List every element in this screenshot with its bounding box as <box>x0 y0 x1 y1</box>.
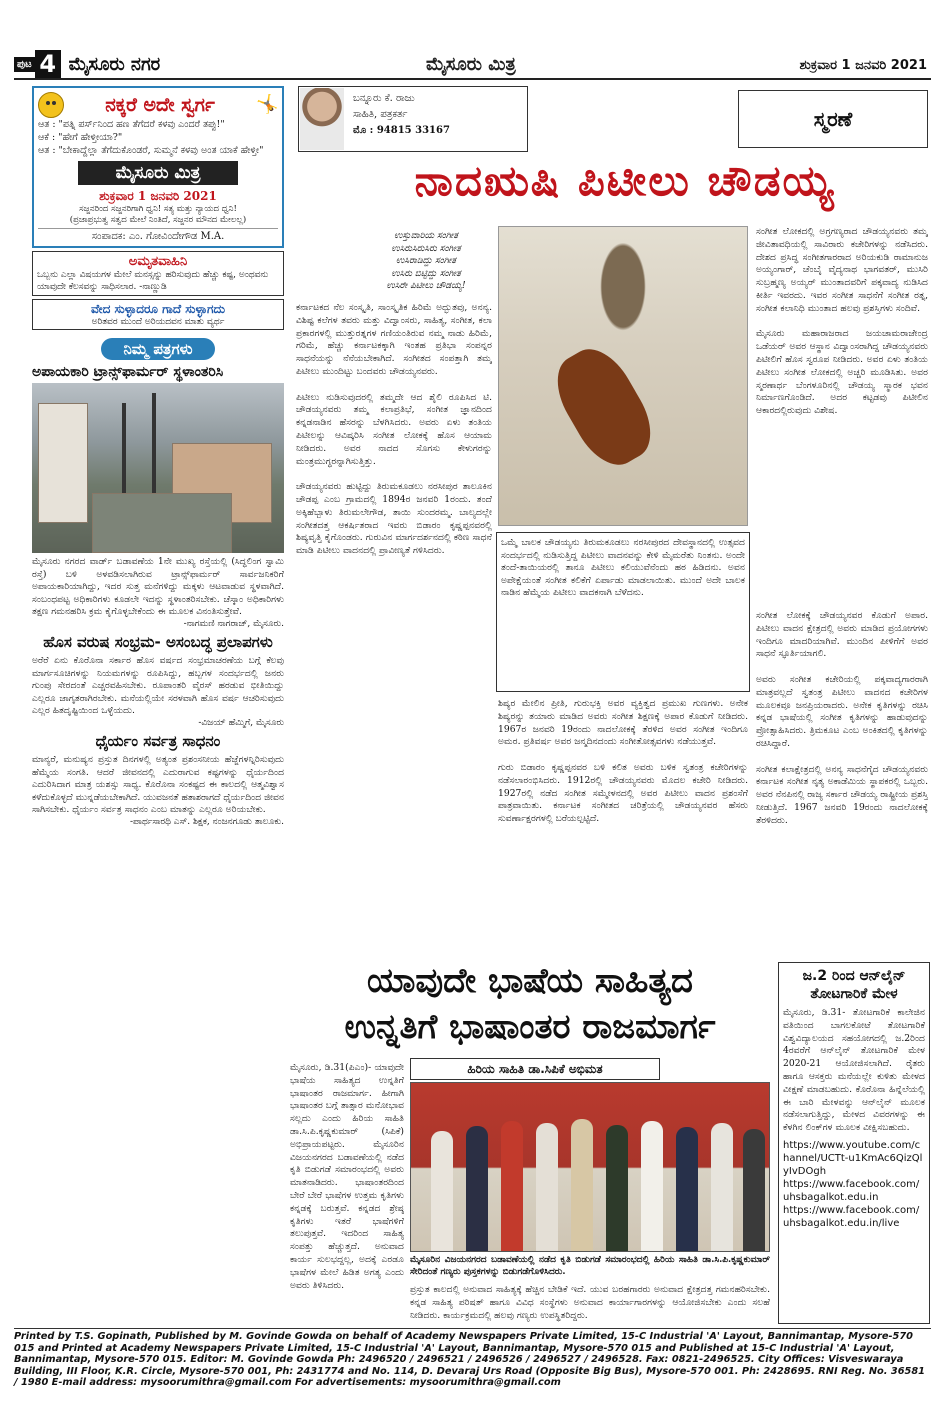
facebook-link[interactable]: https://www.facebook.com/uhsbagalkot.edu.in <box>783 1178 920 1203</box>
feature-column: ಸಂಗೀತ ಲೋಕದಲ್ಲಿ ಅಗ್ರಗಣ್ಯರಾದ ಚೌಡಯ್ಯನವರು ತಮ್ಮ ಜೀವಿತಾವಧಿಯಲ್ಲಿ ಸಾವಿರಾರು ಕಚೇರಿಗಳನ್ನು ನಡೆಸಿದರು. ದೇಶದ ಪ್ರಸಿದ್ಧ ಸಂಗೀತಗಾರರಾದ ಅರಿಯಕುಡಿ ರಾಮಾನುಜ ಅಯ್ಯಂಗಾರ್, ಚೆಂಬೈ ವೈದ್ಯನಾಥ ಭಾಗವತರ್, ಮುಸಿರಿ ಸುಬ್ರಹ್ಮಣ್ಯ ಅಯ್ಯರ್ ಮುಂತಾದವರಿಗೆ ಪಕ್ಕವಾದ್ಯ ನುಡಿಸಿದ ಕೀರ್ತಿ ಇವರದು. ಇವರ ಸಂಗೀತ ಸಾಧನೆಗೆ ಸಂಗೀತ ರತ್ನ, ಸಂಗೀತ ಕಲಾನಿಧಿ ಮುಂತಾದ ಹಲವು ಪ್ರಶಸ್ತಿಗಳು ಸಂದಿವೆ. ಮೈಸೂರು ಮಹಾರಾಜರಾದ ಜಯಚಾಮರಾಜೇಂದ್ರ ಒಡೆಯರ್ ಅವರ ಆಸ್ಥಾನ ವಿದ್ವಾಂಸರಾಗಿದ್ದ ಚೌಡಯ್ಯನವರು ಪಿಟೀಲಿಗೆ ಹೊಸ ಸ್ವರೂಪ ನೀಡಿದರು. ಅವರ ಏಳು ತಂತಿಯ ಪಿಟೀಲು ಸಂಗೀತ ಲೋಕದಲ್ಲಿ ಅಚ್ಚರಿ ಮೂಡಿಸಿತು. ಅವರ ಸ್ಮರಣಾರ್ಥ ಬೆಂಗಳೂರಿನಲ್ಲಿ ಚೌಡಯ್ಯ ಸ್ಮಾರಕ ಭವನ ನಿರ್ಮಾಣಗೊಂಡಿದೆ. ಅದರ ಕಟ್ಟಡವು ಪಿಟೀಲಿನ ಆಕಾರದಲ್ಲಿರುವುದು ವಿಶೇಷ. <box>756 226 928 417</box>
event-photo <box>410 1082 770 1252</box>
author-photo <box>300 88 344 150</box>
online-fair-title: ಜ.2 ರಿಂದ ಆನ್‌ಲೈನ್ ತೋಟಗಾರಿಕೆ ಮೇಳ <box>802 968 906 1002</box>
paper-logo: ಮೈಸೂರು ಮಿತ್ರ <box>78 161 238 185</box>
feature-column: ಶಿಷ್ಯರ ಮೇಲಿನ ಪ್ರೀತಿ, ಗುರುಭಕ್ತಿ ಅವರ ವ್ಯಕ್ತಿತ್ವದ ಪ್ರಮುಖ ಗುಣಗಳು. ಅನೇಕ ಶಿಷ್ಯರನ್ನು ತಯಾರು ಮಾಡಿದ ಅವರು ಸಂಗೀತ ಶಿಕ್ಷಣಕ್ಕೆ ಅಪಾರ ಕೊಡುಗೆ ನೀಡಿದರು. 1967ರ ಜನವರಿ 19ರಂದು ನಾದಲೋಕಕ್ಕೆ ತೆರಳಿದ ಅವರ ಸಂಗೀತ ಇಂದಿಗೂ ಅಮರ. ಪ್ರತಿವರ್ಷ ಅವರ ಜನ್ಮದಿನದಂದು ಸಂಗೀತೋತ್ಸವಗಳು ನಡೆಯುತ್ತವೆ. ಗುರು ಬಿಡಾರಂ ಕೃಷ್ಣಪ್ಪನವರ ಬಳಿ ಕಲಿತ ಅವರು ಬಳಿಕ ಸ್ವತಂತ್ರ ಕಚೇರಿಗಳನ್ನು ನಡೆಸಲಾರಂಭಿಸಿದರು. 1912ರಲ್ಲಿ ಚೌಡಯ್ಯನವರು ಮೊದಲ ಕಚೇರಿ ನೀಡಿದರು. 1927ರಲ್ಲಿ ನಡೆದ ಸಂಗೀತ ಸಮ್ಮೇಳನದಲ್ಲಿ ಅವರ ಪಿಟೀಲು ವಾದನ ಪ್ರಶಂಸೆಗೆ ಪಾತ್ರವಾಯಿತು. ಕರ್ನಾಟಕ ಸಂಗೀತದ ಚರಿತ್ರೆಯಲ್ಲಿ ಚೌಡಯ್ಯನವರ ಹೆಸರು ಸುವರ್ಣಾಕ್ಷರಗಳಲ್ಲಿ ಬರೆಯಲ್ಪಟ್ಟಿದೆ. <box>498 698 748 825</box>
editor-line: ಸಂಪಾದಕ: ಎಂ. ಗೋವಿಂದೇಗೌಡ M.A. <box>38 228 278 242</box>
letter-body: ಅರೆರೆ ಏನು ಕೊರೊನಾ ಸರ್ಕಾರ ಹೊಸ ವರ್ಷದ ಸಂಭ್ರಮಾಚರಣೆಯ ಬಗ್ಗೆ ಕೆಲವು ಮಾರ್ಗಸೂಚಿಗಳನ್ನು ನಿಯಮಗಳನ್ನು ರೂಪಿಸಿದ್ದು, ಹಬ್ಬಗಳ ಸಂದರ್ಭದಲ್ಲಿ ಜನರು ಗುಂಪು ಸೇರದಂತೆ ಎಚ್ಚರವಹಿಸಬೇಕು. ರೂಪಾಂತರಿ ವೈರಸ್ ಹರಡುವ ಭೀತಿಯಿದ್ದು ಎಲ್ಲರೂ ಜಾಗೃತರಾಗಿರಬೇಕು. ಮನೆಯಲ್ಲಿಯೇ ಸರಳವಾಗಿ ಹೊಸ ವರ್ಷ ಆಚರಿಸುವುದು ಎಲ್ಲರ ಹಿತದೃಷ್ಟಿಯಿಂದ ಒಳ್ಳೆಯದು. <box>32 654 284 717</box>
joke-line: ಆಕೆ : "ಹೇಗೆ ಹೇಳ್ತೀಯಾ?" <box>38 132 123 143</box>
smarane-tag <box>738 90 928 148</box>
translation-body: ಮೈಸೂರು, ಡಿ.31(ಪಿಎಂ)- ಯಾವುದೇ ಭಾಷೆಯ ಸಾಹಿತ್ಯದ ಉನ್ನತಿಗೆ ಭಾಷಾಂತರ ರಾಜಮಾರ್ಗ. ಹೀಗಾಗಿ ಭಾಷಾಂತರ ಬಗ್ಗೆ ತಾತ್ಸಾರ ಮನೋಭಾವ ಸಲ್ಲದು ಎಂದು ಹಿರಿಯ ಸಾಹಿತಿ ಡಾ.ಸಿ.ಪಿ.ಕೃಷ್ಣಕುಮಾರ್ (ಸಿಪಿಕೆ) ಅಭಿಪ್ರಾಯಪಟ್ಟರು. ಮೈಸೂರಿನ ವಿಜಯನಗರದ ಬಡಾವಣೆಯಲ್ಲಿ ನಡೆದ ಕೃತಿ ಬಿಡುಗಡೆ ಸಮಾರಂಭದಲ್ಲಿ ಅವರು ಮಾತನಾಡಿದರು. ಭಾಷಾಂತರದಿಂದ ಬೇರೆ ಬೇರೆ ಭಾಷೆಗಳ ಉತ್ತಮ ಕೃತಿಗಳು ಕನ್ನಡಕ್ಕೆ ಬರುತ್ತವೆ. ಕನ್ನಡದ ಶ್ರೇಷ್ಠ ಕೃತಿಗಳು ಇತರೆ ಭಾಷೆಗಳಿಗೆ ತಲುಪುತ್ತವೆ. ಇದರಿಂದ ಸಾಹಿತ್ಯ ಸಂಪತ್ತು ಹೆಚ್ಚುತ್ತದೆ. ಅನುವಾದ ಕಾರ್ಯ ಸುಲಭದ್ದಲ್ಲ, ಅದಕ್ಕೆ ಎರಡೂ ಭಾಷೆಗಳ ಮೇಲೆ ಹಿಡಿತ ಅಗತ್ಯ ಎಂದು ಅವರು ತಿಳಿಸಿದರು. <box>290 1062 404 1291</box>
amrutavahini-text: ಒಬ್ಬನು ಎಲ್ಲಾ ವಿಷಯಗಳ ಮೇಲೆ ಮನಸ್ಸನ್ನು ಹರಿಸುವುದು ಹೆಚ್ಚು ಕಷ್ಟ, ಅಂಥವನು ಯಾವುದೇ ಕೆಲಸವನ್ನು ಸಾಧಿಸಲಾರ. -ನಾಣ್ಣುಡಿ <box>37 270 269 292</box>
translation-body: ಪ್ರಸ್ತುತ ಕಾಲದಲ್ಲಿ ಅನುವಾದ ಸಾಹಿತ್ಯಕ್ಕೆ ಹೆಚ್ಚಿನ ಬೇಡಿಕೆ ಇದೆ. ಯುವ ಬರಹಗಾರರು ಅನುವಾದ ಕ್ಷೇತ್ರದತ್ತ ಗಮನಹರಿಸಬೇಕು. ಕನ್ನಡ ಸಾಹಿತ್ಯ ಪರಿಷತ್ ಹಾಗೂ ವಿವಿಧ ಸಂಸ್ಥೆಗಳು ಅನುವಾದ ಕಾರ್ಯಾಗಾರಗಳನ್ನು ಆಯೋಜಿಸಬೇಕು ಎಂದು ಸಲಹೆ ನೀಡಿದರು. ಕಾರ್ಯಕ್ರಮದಲ್ಲಿ ಹಲವು ಗಣ್ಯರು ಉಪಸ್ಥಿತರಿದ್ದರು. <box>410 1284 770 1321</box>
feature-article <box>290 86 930 956</box>
feature-column: ಸಂಗೀತ ಲೋಕಕ್ಕೆ ಚೌಡಯ್ಯನವರ ಕೊಡುಗೆ ಅಪಾರ. ಪಿಟೀಲು ವಾದನ ಕ್ಷೇತ್ರದಲ್ಲಿ ಅವರು ಮಾಡಿದ ಪ್ರಯೋಗಗಳು ಇಂದಿಗೂ ಮಾದರಿಯಾಗಿವೆ. ಮುಂದಿನ ಪೀಳಿಗೆಗೆ ಅವರ ಸಾಧನೆ ಸ್ಫೂರ್ತಿಯಾಗಲಿ. ಅವರು ಸಂಗೀತ ಕಚೇರಿಯಲ್ಲಿ ಪಕ್ಕವಾದ್ಯಗಾರರಾಗಿ ಮಾತ್ರವಲ್ಲದೆ ಸ್ವತಂತ್ರ ಪಿಟೀಲು ವಾದನದ ಕಚೇರಿಗಳ ಮೂಲಕವೂ ಜನಪ್ರಿಯರಾದರು. ಅನೇಕ ಕೃತಿಗಳನ್ನು ರಚಿಸಿ ಕನ್ನಡ ಭಾಷೆಯಲ್ಲಿ ಸಂಗೀತ ಕೃತಿಗಳನ್ನು ಹಾಡುವುದನ್ನು ಪ್ರೋತ್ಸಾಹಿಸಿದರು. ತ್ರಿಮಕೂಟ ಎಂಬ ಅಂಕಿತದಲ್ಲಿ ಕೃತಿಗಳನ್ನು ರಚಿಸಿದ್ದಾರೆ. ಸಂಗೀತ ಕಲಾಕ್ಷೇತ್ರದಲ್ಲಿ ಅನನ್ಯ ಸಾಧನೆಗೈದ ಚೌಡಯ್ಯನವರು ಕರ್ನಾಟಕ ಸಂಗೀತ ನೃತ್ಯ ಅಕಾಡೆಮಿಯ ಸ್ಥಾಪಕರಲ್ಲಿ ಒಬ್ಬರು. ಅವರ ನೆನಪಿನಲ್ಲಿ ರಾಜ್ಯ ಸರ್ಕಾರ ಚೌಡಯ್ಯ ರಾಷ್ಟ್ರೀಯ ಪ್ರಶಸ್ತಿ ನೀಡುತ್ತಿದೆ. 1967 ಜನವರಿ 19ರಂದು ನಾದಲೋಕಕ್ಕೆ ತೆರಳಿದರು. <box>756 610 928 826</box>
translation-title <box>290 958 770 1050</box>
feature-title: ನಾದಋಷಿ ಪಿಟೀಲು ಚೌಡಯ್ಯ <box>414 156 836 205</box>
event-photo-caption: ಮೈಸೂರಿನ ವಿಜಯನಗರದ ಬಡಾವಣೆಯಲ್ಲಿ ನಡೆದ ಕೃತಿ ಬಿಡುಗಡೆ ಸಮಾರಂಭದಲ್ಲಿ ಹಿರಿಯ ಸಾಹಿತಿ ಡಾ.ಸಿ.ಪಿ.ಕೃಷ್ಣಕುಮಾರ್ ಸೇರಿದಂತೆ ಗಣ್ಯರು ಪುಸ್ತಕಗಳನ್ನು ಬಿಡುಗಡೆಗೊಳಿಸಿದರು. <box>410 1255 770 1277</box>
online-fair-box <box>778 962 930 1324</box>
transformer-photo <box>32 383 284 553</box>
letter-body: ಮೈಸೂರು ನಗರದ ವಾರ್ಡ್ ಬಡಾವಣೆಯ 1ನೇ ಮುಖ್ಯ ರಸ್ತೆಯಲ್ಲಿ (ಸಿದ್ಧಲಿಂಗ ಸ್ವಾಮಿ ರಸ್ತೆ) ಬಳಿ ಅಳವಡಿಸಲಾಗಿರುವ ಟ್ರಾನ್ಸ್‌ಫಾರ್ಮರ್ ಸಾರ್ವಜನಿಕರಿಗೆ ಅಪಾಯಕಾರಿಯಾಗಿದ್ದು, ಇದರ ಸುತ್ತ ಮನೆಗಳಿದ್ದು ಮಕ್ಕಳು ಆಟವಾಡುವ ಸ್ಥಳವಾಗಿದೆ. ಸಂಬಂಧಪಟ್ಟ ಅಧಿಕಾರಿಗಳು ಕೂಡಲೇ ಇದನ್ನು ಸ್ಥಳಾಂತರಿಸಬೇಕು. ಚೆಸ್ಕಾಂ ಅಧಿಕಾರಿಗಳು ತಕ್ಷಣ ಗಮನಹರಿಸಿ ಕ್ರಮ ಕೈಗೊಳ್ಳಬೇಕೆಂದು ಈ ಮೂಲಕ ವಿನಂತಿಸುತ್ತೇವೆ. <box>32 556 284 618</box>
section-name: ಮೈಸೂರು ನಗರ <box>68 53 161 75</box>
letter-headline: ಧೈರ್ಯಂ ಸರ್ವತ್ರ ಸಾಧನಂ <box>95 731 221 750</box>
poem-line: ಉಸ್ತುವಾರಿಯ ಸಂಗೀತ <box>394 231 458 241</box>
poem-line: ಉಸಿರು ಬಿಟ್ಟಿದ್ದು ಸಂಗೀತ <box>391 268 461 279</box>
translation-article <box>290 958 770 1324</box>
page-number: 4 <box>35 50 61 78</box>
tagline-note: (ಪ್ರಜಾಪ್ರಭುತ್ವ ಸತ್ವದ ಮೇಲೆ ನಿಂತಿದೆ, ಸಜ್ಜನರ ಮೌನದ ಮೇಲಲ್ಲ) <box>69 215 247 225</box>
letters-banner-wrap <box>32 338 284 360</box>
letter-body: ಮಾನ್ಯರೆ, ಮನುಷ್ಯನ ಪ್ರಸ್ತುತ ದಿನಗಳಲ್ಲಿ ಅತ್ಯಂತ ಪ್ರಶಂಸನೀಯ ಹೆಜ್ಜೆಗಳನ್ನಿರಿಸುವುದು ಹೆಮ್ಮೆಯ ಸಂಗತಿ. ಆದರೆ ಜೀವನದಲ್ಲಿ ಎದುರಾಗುವ ಕಷ್ಟಗಳನ್ನು ಧೈರ್ಯದಿಂದ ಎದುರಿಸಿದಾಗ ಮಾತ್ರ ಯಶಸ್ಸು ಸಾಧ್ಯ. ಕೊರೊನಾ ಸಂಕಷ್ಟದ ಈ ಕಾಲದಲ್ಲಿ ಆತ್ಮವಿಶ್ವಾಸ ಕಳೆದುಕೊಳ್ಳದೆ ಮುನ್ನಡೆಯಬೇಕಾಗಿದೆ. ಯುವಜನತೆ ಹತಾಶರಾಗದೆ ಧೈರ್ಯದಿಂದ ಜೀವನ ಸಾಗಿಸಬೇಕು. ಧೈರ್ಯಂ ಸರ್ವತ್ರ ಸಾಧನಂ ಎಂಬ ಮಾತನ್ನು ಎಲ್ಲರೂ ಅರಿಯಬೇಕು. <box>32 753 284 816</box>
proverb-title: ವೇದ ಸುಳ್ಳಾದರೂ ಗಾದೆ ಸುಳ್ಳಾಗದು <box>90 302 226 316</box>
violin-icon <box>544 338 665 477</box>
letter-signature: -ನಾಗಮಣಿ ನಾಗರಾಜ್, ಮೈಸೂರು. <box>183 618 284 629</box>
nakkare-title: ನಕ್ಕರೆ ಅದೇ ಸ್ವರ್ಗ <box>105 94 215 116</box>
author-name: ಬನ್ನೂರು ಕೆ. ರಾಜು <box>353 93 415 104</box>
issue-date: ಶುಕ್ರವಾರ 1 ಜನವರಿ 2021 <box>799 58 927 73</box>
letter-headline: ಅಪಾಯಕಾರಿ ಟ್ರಾನ್ಸ್‌ಫಾರ್ಮರ್ ಸ್ಥಳಾಂತರಿಸಿ <box>32 364 224 380</box>
title-line: ಉನ್ನತಿಗೆ ಭಾಷಾಂತರ ರಾಜಮಾರ್ಗ <box>344 1007 716 1047</box>
paper-name: ಮೈಸೂರು ಮಿತ್ರ <box>426 54 516 75</box>
joke-line: ಆತ : "ಪತ್ನಿ ಪರ್ಸ್‌ನಿಂದ ಹಣ ತೆಗೆದರೆ ಕಳವು ಎಂದರೆ ತಪ್ಪು!" <box>38 119 225 130</box>
proverb-text: ಅರಿತವರ ಮುಂದೆ ಅರಿಯದವನ ಮಾತು ವ್ಯರ್ಥ <box>91 317 225 327</box>
author-info <box>345 87 458 151</box>
facebook-live-link[interactable]: https://www.facebook.com/uhsbagalkot.edu.in/live <box>783 1204 920 1229</box>
author-box <box>298 86 528 152</box>
nakkare-box <box>32 86 284 248</box>
poem-line: ಉಸಿರೇ ಪಿಟೀಲು ಚೌಡಯ್ಯ! <box>386 281 466 291</box>
letter-signature: -ವಿಜಯ್ ಹೆಮ್ಮಿಗೆ, ಮೈಸೂರು <box>198 717 284 728</box>
box-date: ಶುಕ್ರವಾರ 1 ಜನವರಿ 2021 <box>99 189 217 203</box>
page-label: ಪುಟ <box>14 57 35 72</box>
author-role: ಸಾಹಿತಿ, ಪತ್ರಕರ್ತ <box>353 109 408 120</box>
nakkare-header <box>38 92 278 118</box>
letter-headline: ಹೊಸ ವರುಷ ಸಂಭ್ರಮ- ಅಸಂಬದ್ಧ ಪ್ರಲಾಪಗಳು <box>43 632 273 651</box>
smiley-icon <box>38 92 64 118</box>
author-phone: ಮೊ : 94815 33167 <box>353 125 450 136</box>
cartoon-icon: 🤸 <box>255 94 279 115</box>
smarane-label: ಸ್ಮರಣೆ <box>813 107 853 131</box>
poem-line: ಉಸಿರಾಡಿದ್ದು ಸಂಗೀತ <box>395 256 457 266</box>
link-list <box>783 1139 925 1230</box>
title-line: ಯಾವುದೇ ಭಾಷೆಯ ಸಾಹಿತ್ಯದ <box>366 961 694 1001</box>
feature-column: ಕರ್ನಾಟಕದ ನೆಲ ಸಂಸ್ಕೃತಿ, ಸಾಂಸ್ಕೃತಿಕ ಹಿರಿಮೆ ಅದ್ಭುತವು, ಅನನ್ಯ. ವಿಶಿಷ್ಟ ಕಲೆಗಳ ತವರು ಮತ್ತು ವಿದ್ವಾಂಸರು, ಸಾಹಿತ್ಯ, ಸಂಗೀತ, ಕಲಾ ಪ್ರಕಾರಗಳಲ್ಲಿ ಮುತ್ತುರತ್ನಗಳ ಗಣಿಯಂತಿರುವ ನಮ್ಮ ನಾಡು ಹಿರಿಮೆ, ಗರಿಮೆ, ಹೆಚ್ಚು ಕರ್ನಾಟಕಕ್ಕಾಗಿ ಇಂತಹ ಪ್ರತಿಭಾ ಸಂಪನ್ನರ ಸಾಧನೆಯನ್ನು ನೆನೆಯಬೇಕಾಗಿದೆ. ಸಂಗೀತದ ಸಂಪತ್ತಾಗಿ ತಮ್ಮ ಪಿಟೀಲು ಮುಂದಿಟ್ಟು ಬಂದವರು ಚೌಡಯ್ಯನವರು. ಪಿಟೀಲು ನುಡಿಸುವುದರಲ್ಲಿ ತಮ್ಮದೇ ಆದ ಶೈಲಿ ರೂಪಿಸಿದ ಟಿ. ಚೌಡಯ್ಯನವರು ತಮ್ಮ ಕಲಾಪ್ರತಿಭೆ, ಸಂಗೀತ ಜ್ಞಾನದಿಂದ ಕನ್ನಡನಾಡಿನ ಹೆಸರನ್ನು ಬೆಳಗಿಸಿದರು. ಅವರು ಏಳು ತಂತಿಯ ಪಿಟೀಲನ್ನು ಆವಿಷ್ಕರಿಸಿ ಸಂಗೀತ ಲೋಕಕ್ಕೆ ಹೊಸ ಆಯಾಮ ನೀಡಿದರು. ಅವರ ನಾದದ ಸೊಗಸು ಕೇಳುಗರನ್ನು ಮಂತ್ರಮುಗ್ಧರನ್ನಾಗಿಸುತ್ತಿತ್ತು. ಚೌಡಯ್ಯನವರು ಹುಟ್ಟಿದ್ದು ತಿರುಮಕೂಡಲು ನರಸೀಪುರ ತಾಲೂಕಿನ ಚೌಡಪ್ಪ ಎಂಬ ಗ್ರಾಮದಲ್ಲಿ 1894ರ ಜನವರಿ 1ರಂದು. ತಂದೆ ಅಕ್ಕಿಹೆಬ್ಬಾಳು ತಿರುಮಲೇಗೌಡ, ತಾಯಿ ಸುಂದರಮ್ಮ. ಬಾಲ್ಯದಲ್ಲೇ ಸಂಗೀತದತ್ತ ಆಕರ್ಷಿತರಾದ ಇವರು ಬಿಡಾರಂ ಕೃಷ್ಣಪ್ಪನವರಲ್ಲಿ ಶಿಷ್ಯವೃತ್ತಿ ಕೈಗೊಂಡರು. ಗುರುವಿನ ಮಾರ್ಗದರ್ಶನದಲ್ಲಿ ಕಠಿಣ ಸಾಧನೆ ಮಾಡಿ ಪಿಟೀಲು ವಾದನದಲ್ಲಿ ಪ್ರಾವೀಣ್ಯತೆ ಗಳಿಸಿದರು. <box>296 302 492 557</box>
online-fair-body: ಮೈಸೂರು, ಡಿ.31- ತೋಟಗಾರಿಕೆ ಕಾಲೇಜಿನ ವತಿಯಿಂದ ಬಾಗಲಕೋಟೆ ತೋಟಗಾರಿಕೆ ವಿಶ್ವವಿದ್ಯಾಲಯದ ಸಹಯೋಗದಲ್ಲಿ ಜ.2ರಿಂದ 4ರವರೆಗೆ ಆನ್‌ಲೈನ್ ತೋಟಗಾರಿಕೆ ಮೇಳ 2020-21 ಆಯೋಜಿಸಲಾಗಿದೆ. ರೈತರು ಹಾಗೂ ಆಸಕ್ತರು ಮನೆಯಲ್ಲೇ ಕುಳಿತು ಮೇಳದ ವೀಕ್ಷಣೆ ಮಾಡಬಹುದು. ಕೊರೊನಾ ಹಿನ್ನೆಲೆಯಲ್ಲಿ ಈ ಬಾರಿ ಮೇಳವನ್ನು ಆನ್‌ಲೈನ್ ಮೂಲಕ ನಡೆಸಲಾಗುತ್ತಿದ್ದು, ಮೇಳದ ವಿವರಗಳನ್ನು ಈ ಕೆಳಗಿನ ಲಿಂಕ್‌ಗಳ ಮೂಲಕ ವೀಕ್ಷಿಸಬಹುದು. <box>783 1007 925 1134</box>
proverb-box <box>32 299 284 330</box>
poem-line: ಉಸಿರುಸಿರುಸಿರು ಸಂಗೀತ <box>391 243 461 254</box>
masthead <box>14 50 931 80</box>
poem <box>346 230 506 293</box>
letter-signature: -ಪಾರ್ಥಸಾರಥಿ ಎಸ್. ಶಿಕ್ಷಕ, ನಂಜನಗೂಡು ತಾಲೂಕು. <box>129 816 284 827</box>
left-column <box>32 86 284 827</box>
translation-subtitle: ಹಿರಿಯ ಸಾಹಿತಿ ಡಾ.ಸಿಪಿಕೆ ಅಭಿಮತ <box>410 1058 660 1080</box>
imprint-footer: Printed by T.S. Gopinath, Published by M. Govinde Gowda on behalf of Academy Newspapers Private Limited, 15-C Industrial 'A' Layout, Bannimantap, Mysore-570 015 and Printed at Academy Newspapers Private Limited, 15-C Industrial 'A' Layout, Bannimantap, Mysore-570 015 and Published at 15-C Industrial 'A' Layout, Bannimantap, Mysore-570 015. Editor: M. Govinde Gowda Ph: 2496520 / 2496521 / 2496526 / 2496527 / 2496528. Fax: 0821-2496525. City Offices: Visveswaraya Building, III Floor, K.R. Circle, Mysore-570 001, Ph: 2431774 and No. 114, D. Devaraj Urs Road (Opposite Big Bus), Mysore-570 001. Ph: 2428695. RNI Reg. No. 36581 / 1980 E-mail address: mysoorumithra@gmail.com For advertisements: mysoorumithra@gmail.com <box>14 1328 931 1389</box>
tagline: ಸಜ್ಜನರಿಂದ ಸಜ್ಜನರಿಗಾಗಿ ಧ್ವನಿ! ಸತ್ಯ ಮತ್ತು ನ್ಯಾಯದ ಧ್ವನಿ! <box>79 204 237 214</box>
letters-banner: ನಿಮ್ಮ ಪತ್ರಗಳು <box>101 338 214 360</box>
amrutavahini-box <box>32 251 284 296</box>
photo-caption: ಒಮ್ಮೆ ಬಾಲಕ ಚೌಡಯ್ಯನು ತಿರುಮಕೂಡಲು ನರಸೀಪುರದ ದೇವಸ್ಥಾನದಲ್ಲಿ ಉತ್ಸವದ ಸಂದರ್ಭದಲ್ಲಿ ನುಡಿಸುತ್ತಿದ್ದ ಪಿಟೀಲು ವಾದನವನ್ನು ಕೇಳಿ ಮೈಮರೆತು ನಿಂತನು. ಅಂದೇ ತಂದೆ-ತಾಯಿಯರಲ್ಲಿ ತಾನೂ ಪಿಟೀಲು ಕಲಿಯುವೆನೆಂದು ಹಠ ಹಿಡಿದನು. ಅವನ ಅಪೇಕ್ಷೆಯಂತೆ ಸಂಗೀತ ಕಲಿಕೆಗೆ ಏರ್ಪಾಡು ಮಾಡಲಾಯಿತು. ಮುಂದೆ ಅದೇ ಬಾಲಕ ನಾಡಿನ ಹೆಮ್ಮೆಯ ಪಿಟೀಲು ವಾದಕನಾಗಿ ಬೆಳೆದನು. <box>496 532 750 692</box>
violinist-photo <box>498 226 748 526</box>
youtube-link[interactable]: https://www.youtube.com/channel/UCTt-u1KmAc6QizQlyIvDOgh <box>783 1139 923 1177</box>
amrutavahini-title: ಅಮೃತವಾಹಿನಿ <box>128 254 188 269</box>
joke-line: ಆತ : "ಬೇಕಾದ್ದೆಲ್ಲಾ ತೆಗೆದುಕೊಂಡರೆ, ಸುಮ್ಮನೆ ಕಳವು ಅಂತ ಯಾಕೆ ಹೇಳ್ತೀ" <box>38 145 264 156</box>
